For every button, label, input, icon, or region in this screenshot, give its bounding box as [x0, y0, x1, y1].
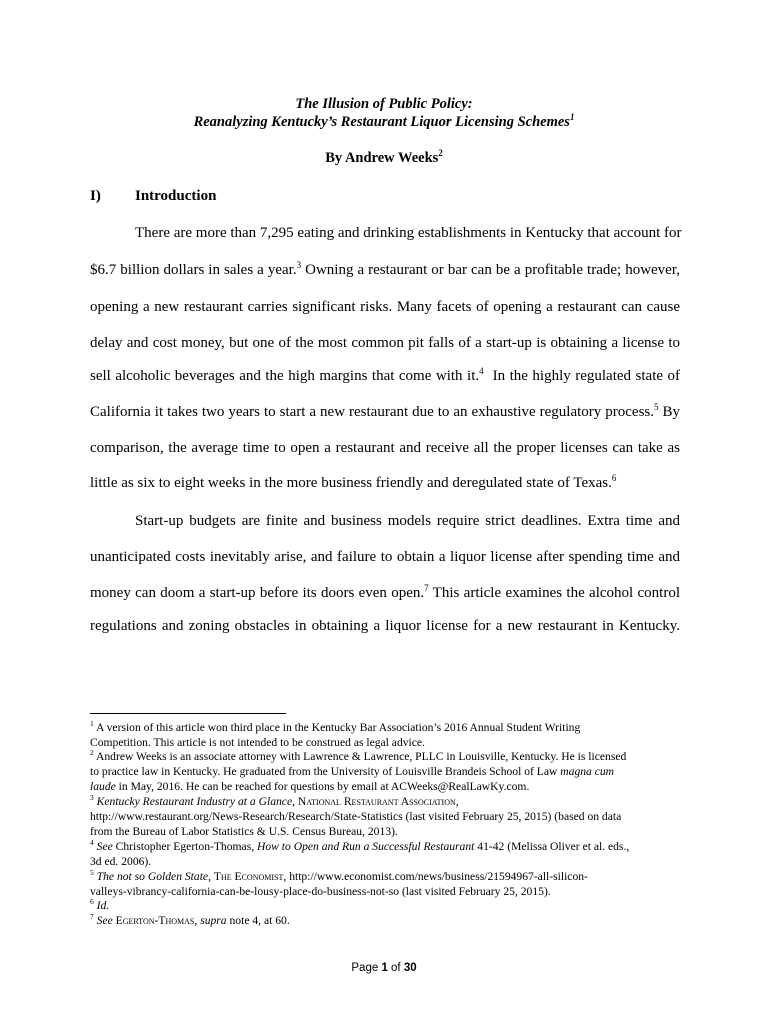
footnote-italic: Id.	[93, 899, 110, 912]
footnote-text: 41-42 (Melissa Oliver et al. eds.,	[474, 840, 630, 853]
body-text: By	[658, 404, 680, 420]
footnote-italic: How to Open and Run a Successful Restaurant	[257, 840, 475, 853]
footnote-italic: magna cum	[560, 765, 615, 778]
footnote-text: 3d ed. 2006).	[90, 855, 152, 868]
footnote-ref-5[interactable]: 5	[654, 402, 659, 412]
title-line-2-text: Reanalyzing Kentucky’s Restaurant Liquor Licensing Schemes	[193, 114, 570, 130]
footnote-5-cont	[90, 885, 690, 899]
body-line	[90, 547, 680, 567]
current-page: 1	[381, 962, 388, 974]
footnote-text: ,	[208, 870, 214, 883]
footnote-link-text[interactable]: http://www.restaurant.org/News-Research/Research/State-Statistics (last visited February 25, 2015) (based on data	[90, 810, 622, 823]
footnote-number: 3	[90, 793, 94, 803]
title-line-2	[0, 112, 768, 132]
footnote-1	[90, 721, 690, 735]
body-line	[90, 260, 680, 280]
title-line-1	[0, 94, 768, 114]
author-byline	[0, 150, 768, 167]
body-text: regulations and zoning obstacles in obtaining a liquor license for a new restaurant in Kentucky.	[90, 618, 680, 634]
body-line	[90, 333, 680, 353]
footnote-text[interactable]: in May, 2016. He can be reached for questions by email at ACWeeks@RealLawKy.com.	[115, 780, 530, 793]
body-text: unanticipated costs inevitably arise, and failure to obtain a liquor license after spending time and	[90, 549, 680, 565]
footnote-ref-7[interactable]: 7	[424, 583, 429, 593]
footnote-ref-1[interactable]: 1	[569, 112, 575, 123]
page-of: of	[387, 962, 404, 974]
body-line	[90, 297, 680, 317]
section-number: I)	[90, 188, 101, 204]
footnote-text: from the Bureau of Labor Statistics & U.S. Census Bureau, 2013).	[90, 825, 398, 838]
footnote-ref-6[interactable]: 6	[611, 473, 617, 483]
footnote-number: 4	[90, 838, 94, 848]
footnote-6	[90, 899, 690, 913]
footnote-2-cont	[90, 765, 690, 779]
footnote-7	[90, 914, 690, 928]
body-text: California it takes two years to start a new restaurant due to an exhaustive regulatory process.	[90, 404, 655, 420]
footnote-text: ,	[194, 914, 201, 927]
page-label: Page	[351, 962, 382, 974]
footnote-3-cont	[90, 825, 690, 839]
footnote-4-cont	[90, 855, 690, 869]
footnote-italic: supra	[200, 914, 227, 927]
footnote-number: 7	[90, 912, 94, 922]
footnote-ref-4[interactable]: 4	[479, 366, 484, 376]
footnote-1-cont	[90, 736, 690, 750]
footnote-text: Andrew Weeks is an associate attorney with Lawrence & Lawrence, PLLC in Louisville, Kentucky. He is licensed	[93, 750, 627, 763]
body-text: There are more than 7,295 eating and drinking establishments in Kentucky that account for	[135, 225, 682, 241]
footnote-italic: Kentucky Restaurant Industry at a Glance	[93, 795, 293, 808]
body-line	[90, 583, 680, 603]
body-text: opening a new restaurant carries significant risks. Many facets of opening a restaurant can cause	[90, 299, 680, 315]
footnote-number: 1	[90, 719, 94, 729]
body-line	[90, 402, 680, 422]
footnote-italic: See	[93, 840, 113, 853]
author-name: By Andrew Weeks	[325, 150, 439, 166]
footnote-text: note 4, at 60.	[226, 914, 290, 927]
body-text: sell alcoholic beverages and the high margins that come with it.	[90, 368, 480, 384]
footnote-smallcaps: National Restaurant Association	[297, 795, 456, 808]
footnote-2-cont	[90, 780, 690, 794]
footnote-ref-3[interactable]: 3	[296, 260, 302, 270]
body-line	[90, 616, 680, 636]
footnote-smallcaps: The Economist	[213, 870, 284, 883]
footnote-italic: The not so Golden State	[93, 870, 209, 883]
section-heading: Introduction	[135, 188, 217, 204]
footnote-number: 5	[90, 868, 94, 878]
footnote-3	[90, 795, 690, 809]
body-line	[90, 473, 680, 493]
footnote-separator	[90, 713, 286, 714]
body-line	[90, 438, 680, 458]
footnote-text: A version of this article won third place in the Kentucky Bar Association’s 2016 Annual Student Writing	[93, 721, 581, 734]
body-line	[135, 223, 680, 243]
body-text: little as six to eight weeks in the more business friendly and deregulated state of Texas.	[90, 475, 612, 491]
body-text: In the highly regulated state of	[483, 368, 681, 384]
footnote-link-text[interactable]: valleys-vibrancy-california-can-be-lousy-place-do-business-not-so (last visited February 25, 2015).	[90, 885, 551, 898]
body-text: money can doom a start-up before its doors even open.	[90, 585, 425, 601]
footnote-text: to practice law in Kentucky. He graduated from the University of Louisville Brandeis School of Law	[90, 765, 561, 778]
body-text: Owning a restaurant or bar can be a profitable trade; however,	[301, 262, 680, 278]
footnote-text: ,	[292, 795, 298, 808]
total-pages: 30	[403, 962, 417, 974]
footnote-italic: laude	[90, 780, 116, 793]
body-text: delay and cost money, but one of the most common pit falls of a start-up is obtaining a license to	[90, 335, 680, 351]
footnote-italic: See	[93, 914, 113, 927]
footnote-smallcaps: Egerton-Thomas	[112, 914, 195, 927]
footnote-text: Christopher Egerton-Thomas,	[112, 840, 257, 853]
footnote-text: Competition. This article is not intended to be construed as legal advice.	[90, 736, 425, 749]
footnote-2	[90, 750, 690, 764]
page-number	[0, 962, 768, 974]
body-text: This article examines the alcohol control	[428, 585, 680, 601]
body-line	[90, 366, 680, 386]
body-text: Start-up budgets are finite and business models require strict deadlines. Extra time and	[135, 513, 680, 529]
footnote-number: 2	[90, 748, 94, 758]
body-text: $6.7 billion dollars in sales a year.	[90, 262, 297, 278]
body-text: comparison, the average time to open a restaurant and receive all the proper licenses can take as	[90, 440, 680, 456]
footnote-4	[90, 840, 690, 854]
footnote-link-text[interactable]: , http://www.economist.com/news/business/21594967-all-silicon-	[283, 870, 588, 883]
footnote-3-cont	[90, 810, 690, 824]
footnote-number: 6	[90, 897, 94, 907]
title-line-1-text: The Illusion of Public Policy:	[295, 96, 473, 112]
footnote-text: ,	[455, 795, 459, 808]
footnote-ref-2[interactable]: 2	[438, 148, 443, 159]
footnote-5	[90, 870, 690, 884]
body-line	[135, 511, 680, 531]
